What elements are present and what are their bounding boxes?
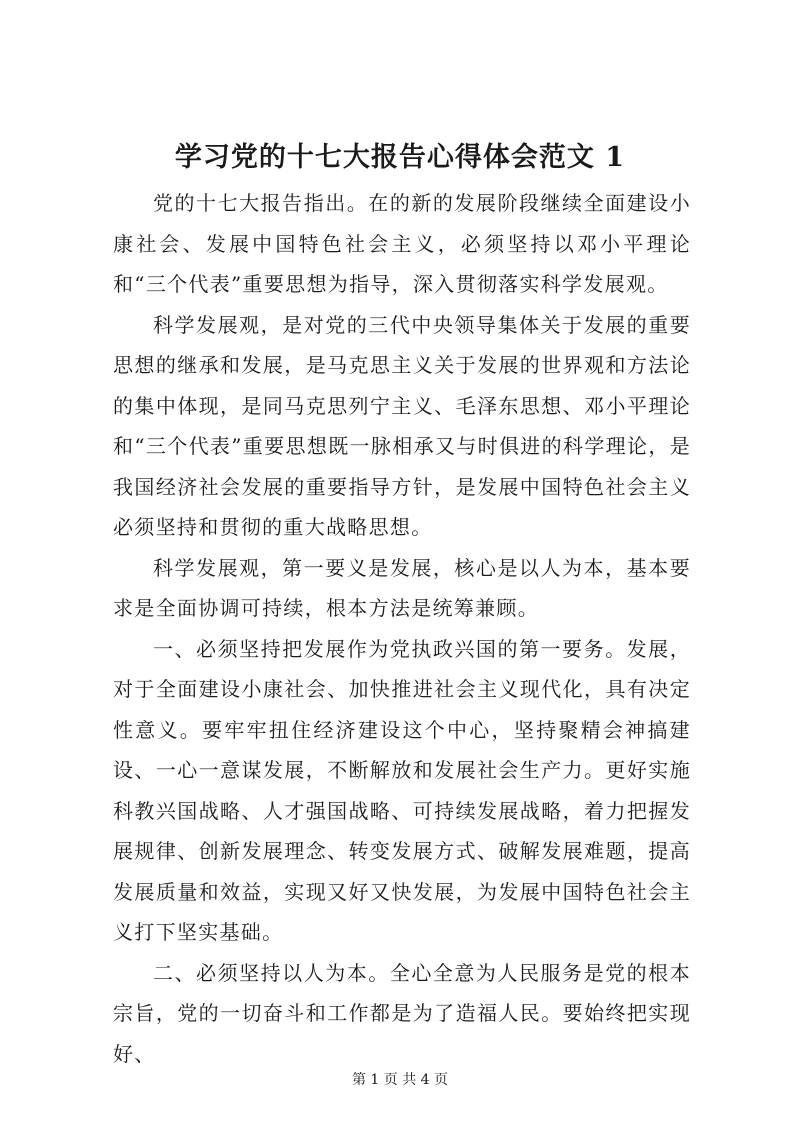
document-title: 学习党的十七大报告心得体会范文 1	[174, 142, 626, 173]
page-number-footer: 第 1 页 共 4 页	[351, 1072, 449, 1088]
paragraph-2: 科学发展观，是对党的三代中央领导集体关于发展的重要思想的继承和发展，是马克思主义关于发展的世界观和方法论的集中体现，是同马克思列宁主义、毛泽东思想、邓小平理论和“三个代表”重要思想既一脉相承又与时俱进的科学理论，是我国经济社会发展的重要指导方针，是发展中国特色社会主义必须坚持和贯彻的重大战略思想。	[113, 312, 691, 539]
paragraph-4: 一、必须坚持把发展作为党执政兴国的第一要务。发展，对于全面建设小康社会、加快推进社会主义现代化，具有决定性意义。要牢牢扭住经济建设这个中心，坚持聚精会神搞建设、一心一意谋发展，不断解放和发展社会生产力。更好实施科教兴国战略、人才强国战略、可持续发展战略，着力把握发展规律、创新发展理念、转变发展方式、破解发展难题，提高发展质量和效益，实现又好又快发展，为发展中国特色社会主义打下坚实基础。	[113, 636, 691, 944]
paragraph-3: 科学发展观，第一要义是发展，核心是以人为本，基本要求是全面协调可持续，根本方法是统筹兼顾。	[113, 555, 691, 620]
paragraph-5: 二、必须坚持以人为本。全心全意为人民服务是党的根本宗旨，党的一切奋斗和工作都是为了造福人民。要始终把实现好、	[113, 960, 691, 1066]
document-body	[113, 183, 691, 1074]
paragraph-1: 党的十七大报告指出。在的新的发展阶段继续全面建设小康社会、发展中国特色社会主义，必须坚持以邓小平理论和“三个代表”重要思想为指导，深入贯彻落实科学发展观。	[113, 191, 691, 296]
